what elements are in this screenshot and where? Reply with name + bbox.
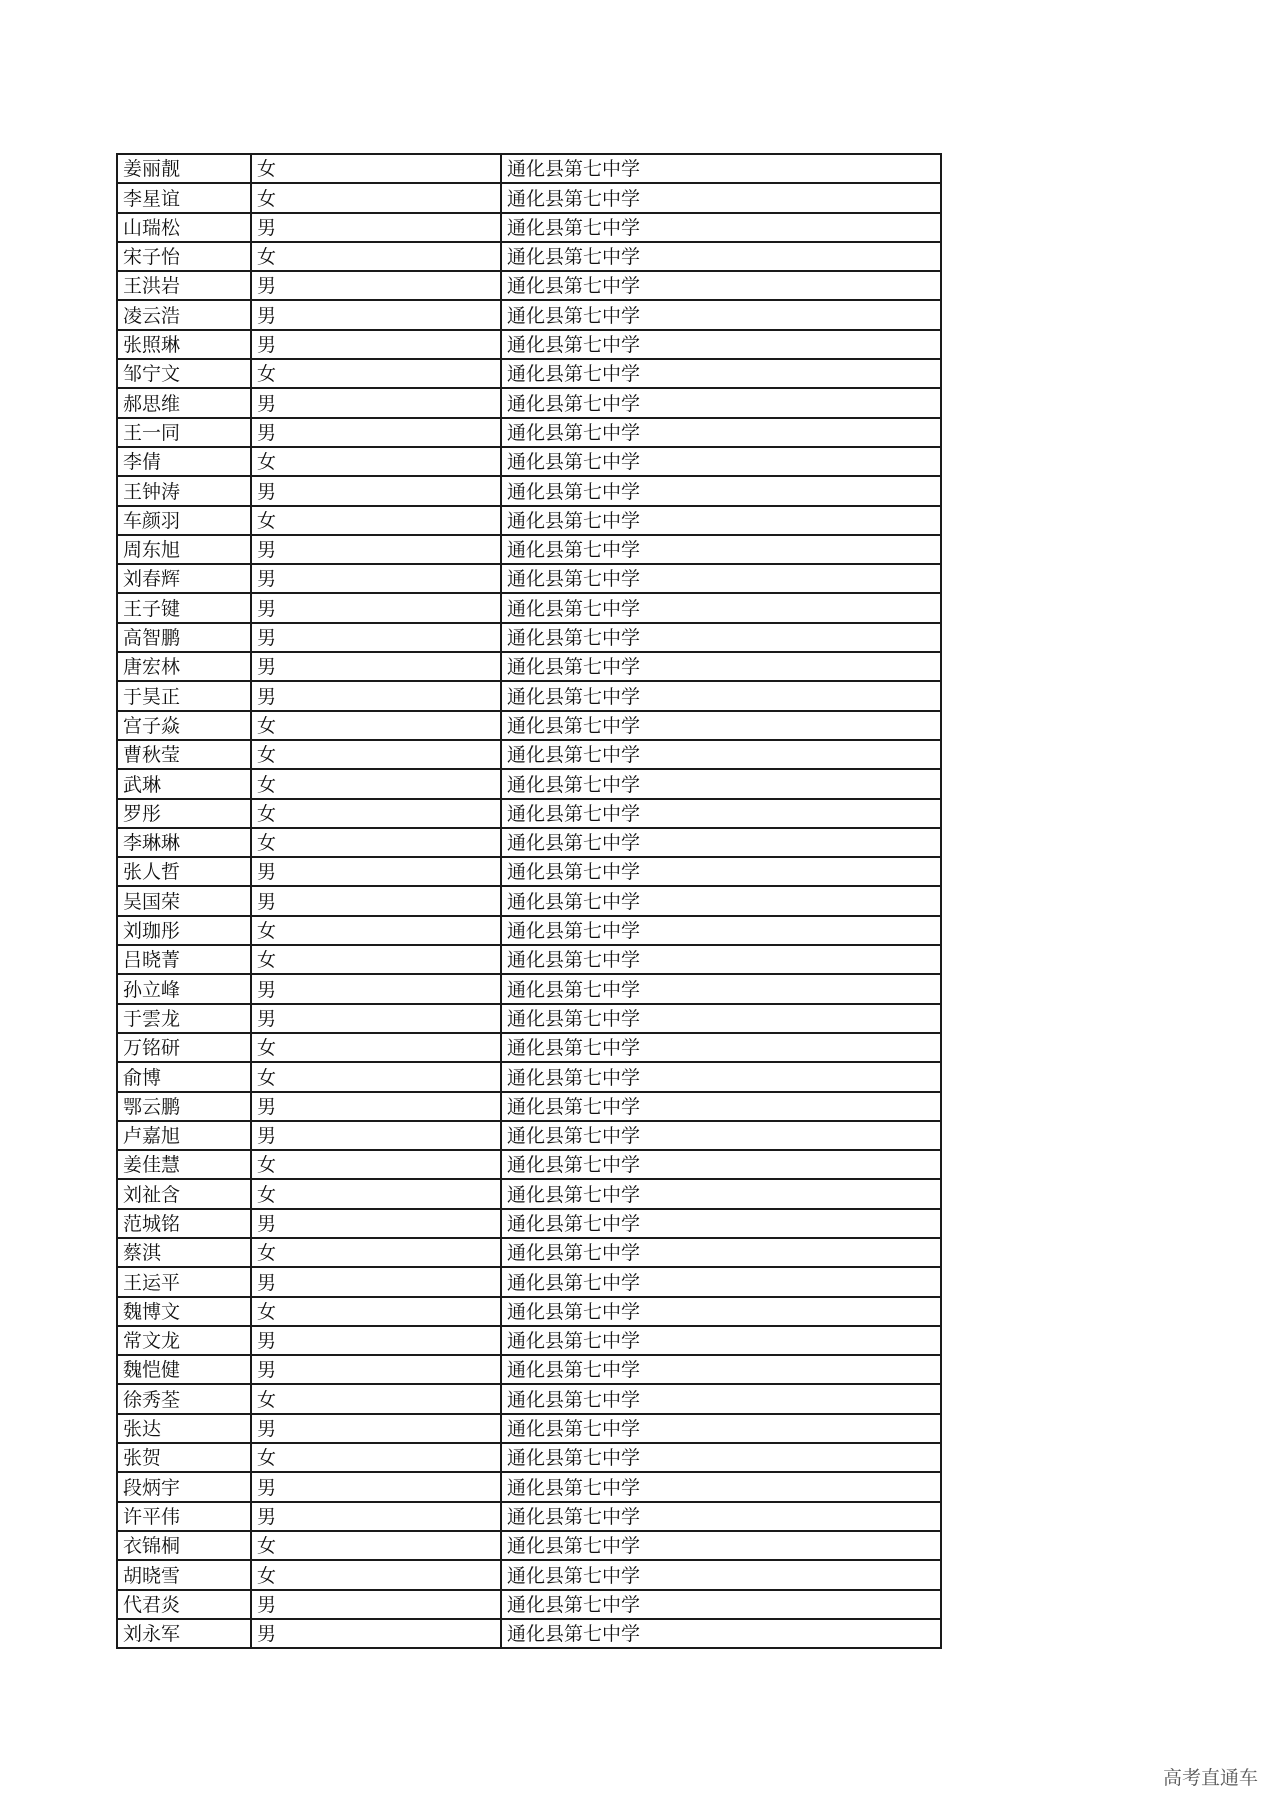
table-row [117,183,941,212]
gender-cell: 男 [251,886,501,915]
gender-cell: 男 [251,300,501,329]
roster-body [117,154,941,1648]
gender-cell: 女 [251,183,501,212]
table-row [117,213,941,242]
gender-cell: 女 [251,945,501,974]
school-cell: 通化县第七中学 [501,359,941,388]
table-row [117,1502,941,1531]
gender-cell: 男 [251,271,501,300]
gender-cell: 男 [251,1355,501,1384]
table-row [117,974,941,1003]
gender-cell: 男 [251,1004,501,1033]
gender-cell: 女 [251,1062,501,1091]
school-cell: 通化县第七中学 [501,593,941,622]
school-cell: 通化县第七中学 [501,242,941,271]
gender-cell: 男 [251,1414,501,1443]
school-cell: 通化县第七中学 [501,1179,941,1208]
school-cell: 通化县第七中学 [501,535,941,564]
name-cell: 衣锦桐 [117,1531,251,1560]
gender-cell: 女 [251,1033,501,1062]
name-cell: 刘永军 [117,1619,251,1648]
table-row [117,1531,941,1560]
gender-cell: 男 [251,652,501,681]
school-cell: 通化县第七中学 [501,330,941,359]
name-cell: 山瑞松 [117,213,251,242]
school-cell: 通化县第七中学 [501,213,941,242]
school-cell: 通化县第七中学 [501,388,941,417]
school-cell: 通化县第七中学 [501,711,941,740]
gender-cell: 男 [251,593,501,622]
table-row [117,1414,941,1443]
table-row [117,242,941,271]
table-row [117,1092,941,1121]
name-cell: 高智鹏 [117,623,251,652]
gender-cell: 女 [251,916,501,945]
name-cell: 徐秀荃 [117,1384,251,1413]
table-row [117,1384,941,1413]
gender-cell: 女 [251,769,501,798]
gender-cell: 女 [251,1560,501,1589]
school-cell: 通化县第七中学 [501,857,941,886]
gender-cell: 女 [251,1531,501,1560]
table-row [117,916,941,945]
watermark-text: 高考直通车 [1162,1767,1258,1789]
school-cell: 通化县第七中学 [501,1121,941,1150]
gender-cell: 男 [251,535,501,564]
gender-cell: 女 [251,1150,501,1179]
school-cell: 通化县第七中学 [501,1384,941,1413]
school-cell: 通化县第七中学 [501,1092,941,1121]
name-cell: 王洪岩 [117,271,251,300]
school-cell: 通化县第七中学 [501,154,941,183]
table-row [117,828,941,857]
table-row [117,740,941,769]
name-cell: 许平伟 [117,1502,251,1531]
school-cell: 通化县第七中学 [501,623,941,652]
school-cell: 通化县第七中学 [501,1062,941,1091]
gender-cell: 女 [251,447,501,476]
gender-cell: 女 [251,1384,501,1413]
school-cell: 通化县第七中学 [501,828,941,857]
name-cell: 李倩 [117,447,251,476]
gender-cell: 男 [251,1502,501,1531]
school-cell: 通化县第七中学 [501,799,941,828]
gender-cell: 男 [251,1472,501,1501]
table-row [117,476,941,505]
school-cell: 通化县第七中学 [501,1619,941,1648]
name-cell: 蔡淇 [117,1238,251,1267]
table-row [117,1267,941,1296]
gender-cell: 女 [251,1297,501,1326]
table-row [117,886,941,915]
table-row [117,300,941,329]
gender-cell: 女 [251,740,501,769]
gender-cell: 男 [251,857,501,886]
gender-cell: 女 [251,1179,501,1208]
table-row [117,535,941,564]
table-row [117,711,941,740]
table-row [117,652,941,681]
school-cell: 通化县第七中学 [501,1297,941,1326]
gender-cell: 女 [251,242,501,271]
name-cell: 吕晓菁 [117,945,251,974]
gender-cell: 女 [251,1238,501,1267]
school-cell: 通化县第七中学 [501,1443,941,1472]
name-cell: 卢嘉旭 [117,1121,251,1150]
name-cell: 魏恺健 [117,1355,251,1384]
school-cell: 通化县第七中学 [501,271,941,300]
gender-cell: 男 [251,1326,501,1355]
name-cell: 邹宁文 [117,359,251,388]
school-cell: 通化县第七中学 [501,1238,941,1267]
name-cell: 刘珈彤 [117,916,251,945]
table-row [117,447,941,476]
school-cell: 通化县第七中学 [501,418,941,447]
gender-cell: 男 [251,1267,501,1296]
name-cell: 张人哲 [117,857,251,886]
school-cell: 通化县第七中学 [501,564,941,593]
table-row [117,271,941,300]
gender-cell: 女 [251,828,501,857]
school-cell: 通化县第七中学 [501,945,941,974]
school-cell: 通化县第七中学 [501,1590,941,1619]
name-cell: 王运平 [117,1267,251,1296]
table-row [117,359,941,388]
school-cell: 通化县第七中学 [501,1502,941,1531]
name-cell: 郝思维 [117,388,251,417]
school-cell: 通化县第七中学 [501,1267,941,1296]
school-cell: 通化县第七中学 [501,1531,941,1560]
name-cell: 曹秋莹 [117,740,251,769]
name-cell: 王子键 [117,593,251,622]
gender-cell: 男 [251,388,501,417]
gender-cell: 男 [251,330,501,359]
table-row [117,1121,941,1150]
gender-cell: 男 [251,1209,501,1238]
table-row [117,857,941,886]
school-cell: 通化县第七中学 [501,652,941,681]
school-cell: 通化县第七中学 [501,1560,941,1589]
school-cell: 通化县第七中学 [501,1209,941,1238]
table-row [117,1355,941,1384]
table-row [117,623,941,652]
table-row [117,388,941,417]
name-cell: 唐宏林 [117,652,251,681]
name-cell: 吴国荣 [117,886,251,915]
gender-cell: 男 [251,623,501,652]
table-row [117,769,941,798]
name-cell: 车颜羽 [117,506,251,535]
school-cell: 通化县第七中学 [501,974,941,1003]
name-cell: 宫子焱 [117,711,251,740]
table-row [117,593,941,622]
table-row [117,1033,941,1062]
name-cell: 王钟涛 [117,476,251,505]
name-cell: 李琳琳 [117,828,251,857]
gender-cell: 男 [251,1092,501,1121]
gender-cell: 女 [251,359,501,388]
gender-cell: 男 [251,1590,501,1619]
gender-cell: 男 [251,681,501,710]
table-row [117,1560,941,1589]
school-cell: 通化县第七中学 [501,447,941,476]
school-cell: 通化县第七中学 [501,916,941,945]
name-cell: 俞博 [117,1062,251,1091]
school-cell: 通化县第七中学 [501,886,941,915]
gender-cell: 女 [251,799,501,828]
school-cell: 通化县第七中学 [501,476,941,505]
name-cell: 宋子怡 [117,242,251,271]
table-row [117,330,941,359]
school-cell: 通化县第七中学 [501,1004,941,1033]
name-cell: 张贺 [117,1443,251,1472]
name-cell: 代君炎 [117,1590,251,1619]
student-roster-table [116,153,942,1649]
gender-cell: 男 [251,1619,501,1648]
gender-cell: 女 [251,154,501,183]
name-cell: 胡晓雪 [117,1560,251,1589]
school-cell: 通化县第七中学 [501,1472,941,1501]
name-cell: 万铭研 [117,1033,251,1062]
name-cell: 段炳宇 [117,1472,251,1501]
table-row [117,1443,941,1472]
table-row [117,1472,941,1501]
name-cell: 于雲龙 [117,1004,251,1033]
name-cell: 刘春辉 [117,564,251,593]
gender-cell: 女 [251,1443,501,1472]
table-row [117,681,941,710]
name-cell: 魏博文 [117,1297,251,1326]
gender-cell: 女 [251,711,501,740]
gender-cell: 男 [251,213,501,242]
school-cell: 通化县第七中学 [501,1033,941,1062]
name-cell: 李星谊 [117,183,251,212]
table-row [117,945,941,974]
school-cell: 通化县第七中学 [501,681,941,710]
table-row [117,1179,941,1208]
name-cell: 张达 [117,1414,251,1443]
name-cell: 刘祉含 [117,1179,251,1208]
name-cell: 王一同 [117,418,251,447]
table-row [117,506,941,535]
table-row [117,1062,941,1091]
table-row [117,1590,941,1619]
gender-cell: 女 [251,506,501,535]
school-cell: 通化县第七中学 [501,1326,941,1355]
school-cell: 通化县第七中学 [501,1414,941,1443]
table-row [117,1619,941,1648]
gender-cell: 男 [251,418,501,447]
name-cell: 武琳 [117,769,251,798]
table-row [117,1326,941,1355]
name-cell: 罗彤 [117,799,251,828]
gender-cell: 男 [251,476,501,505]
table-row [117,1150,941,1179]
school-cell: 通化县第七中学 [501,1150,941,1179]
table-row [117,1238,941,1267]
table-row [117,154,941,183]
school-cell: 通化县第七中学 [501,300,941,329]
school-cell: 通化县第七中学 [501,506,941,535]
name-cell: 范城铭 [117,1209,251,1238]
table-row [117,1004,941,1033]
name-cell: 于昊正 [117,681,251,710]
school-cell: 通化县第七中学 [501,769,941,798]
gender-cell: 男 [251,564,501,593]
name-cell: 姜佳慧 [117,1150,251,1179]
name-cell: 张照琳 [117,330,251,359]
table-row [117,418,941,447]
gender-cell: 男 [251,1121,501,1150]
school-cell: 通化县第七中学 [501,740,941,769]
name-cell: 凌云浩 [117,300,251,329]
table-row [117,1297,941,1326]
gender-cell: 男 [251,974,501,1003]
school-cell: 通化县第七中学 [501,1355,941,1384]
table-row [117,799,941,828]
name-cell: 姜丽靓 [117,154,251,183]
name-cell: 孙立峰 [117,974,251,1003]
name-cell: 周东旭 [117,535,251,564]
school-cell: 通化县第七中学 [501,183,941,212]
table-row [117,1209,941,1238]
name-cell: 鄂云鹏 [117,1092,251,1121]
table-row [117,564,941,593]
name-cell: 常文龙 [117,1326,251,1355]
